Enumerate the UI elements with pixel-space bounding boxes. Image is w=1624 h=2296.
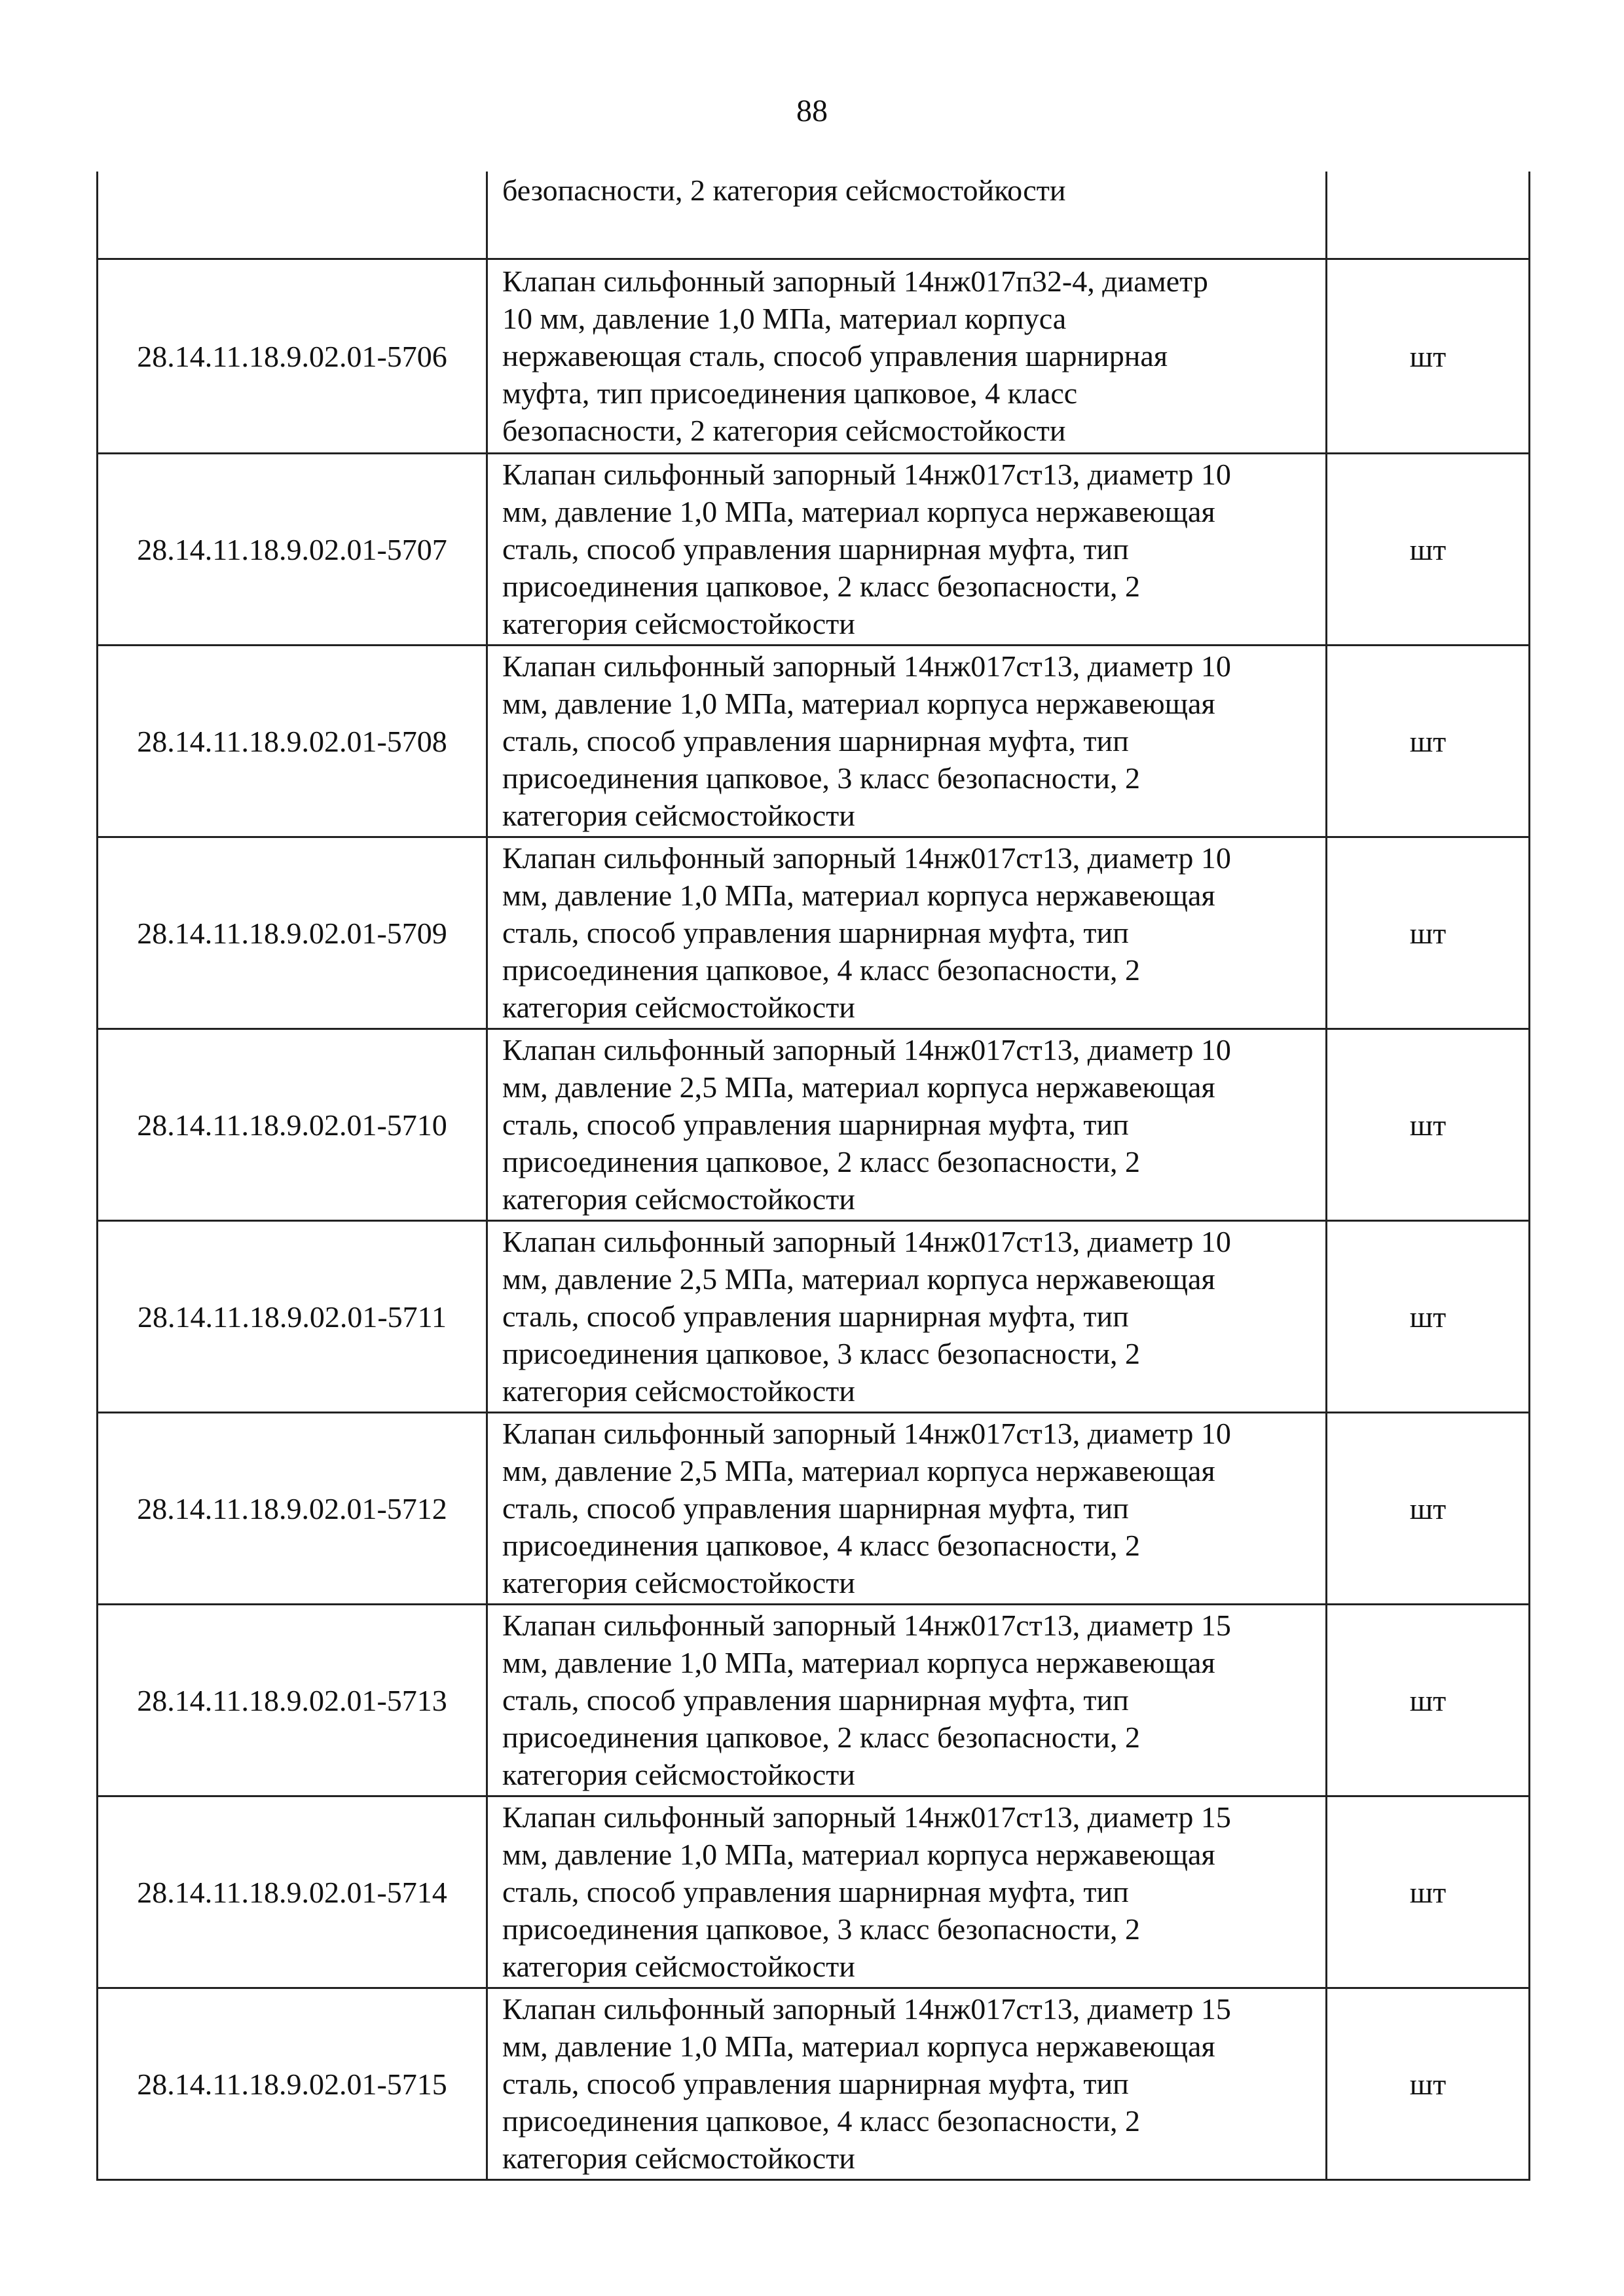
description-line: категория сейсмостойкости	[502, 2141, 855, 2175]
code-cell: 28.14.11.18.9.02.01-5708	[98, 646, 487, 837]
description-cell: безопасности, 2 категория сейсмостойкости	[487, 172, 1327, 259]
description-line: присоединения цапковое, 3 класс безопасности, 2	[502, 1337, 1140, 1370]
description-line: категория сейсмостойкости	[502, 1182, 855, 1216]
unit-cell: шт	[1327, 1029, 1530, 1221]
description-line: безопасности, 2 категория сейсмостойкости	[502, 414, 1066, 447]
description-cell	[487, 1413, 1327, 1605]
description-line: мм, давление 2,5 МПа, материал корпуса нержавеющая	[502, 1454, 1215, 1487]
description-line: сталь, способ управления шарнирная муфта, тип	[502, 724, 1129, 757]
description-line: мм, давление 1,0 МПа, материал корпуса нержавеющая	[502, 879, 1215, 912]
unit-cell: шт	[1327, 259, 1530, 454]
description-line: сталь, способ управления шарнирная муфта, тип	[502, 1108, 1129, 1141]
table-row	[98, 454, 1530, 646]
table-row	[98, 1796, 1530, 1988]
description-line: 10 мм, давление 1,0 МПа, материал корпуса	[502, 302, 1067, 335]
description-line: мм, давление 1,0 МПа, материал корпуса нержавеющая	[502, 2030, 1215, 2063]
description-line: присоединения цапковое, 2 класс безопасности, 2	[502, 1145, 1140, 1178]
code-cell: 28.14.11.18.9.02.01-5707	[98, 454, 487, 646]
description-line: присоединения цапковое, 2 класс безопасности, 2	[502, 570, 1140, 603]
description-line: Клапан сильфонный запорный 14нж017ст13, диаметр 15	[502, 1992, 1231, 2026]
description-line: Клапан сильфонный запорный 14нж017ст13, диаметр 15	[502, 1800, 1231, 1834]
code-cell: 28.14.11.18.9.02.01-5715	[98, 1988, 487, 2180]
description-line: сталь, способ управления шарнирная муфта, тип	[502, 1300, 1129, 1333]
table-row	[98, 1988, 1530, 2180]
description-line: мм, давление 1,0 МПа, материал корпуса нержавеющая	[502, 495, 1215, 528]
unit-cell: шт	[1327, 1796, 1530, 1988]
description-line: сталь, способ управления шарнирная муфта, тип	[502, 916, 1129, 949]
table-row	[98, 1029, 1530, 1221]
description-line: муфта, тип присоединения цапковое, 4 класс	[502, 376, 1078, 410]
description-line: присоединения цапковое, 4 класс безопасности, 2	[502, 1529, 1140, 1562]
description-line: категория сейсмостойкости	[502, 1566, 855, 1599]
description-line: нержавеющая сталь, способ управления шарнирная	[502, 339, 1168, 373]
unit-cell: шт	[1327, 837, 1530, 1029]
table-row	[98, 646, 1530, 837]
table-row-continuation	[98, 172, 1530, 259]
description-line: сталь, способ управления шарнирная муфта, тип	[502, 1683, 1129, 1717]
description-cell	[487, 454, 1327, 646]
description-line: присоединения цапковое, 3 класс безопасности, 2	[502, 1912, 1140, 1946]
description-line: мм, давление 1,0 МПа, материал корпуса нержавеющая	[502, 1646, 1215, 1679]
code-cell: 28.14.11.18.9.02.01-5714	[98, 1796, 487, 1988]
unit-cell: шт	[1327, 454, 1530, 646]
description-cell	[487, 1221, 1327, 1413]
description-line: категория сейсмостойкости	[502, 1374, 855, 1408]
description-line: категория сейсмостойкости	[502, 1950, 855, 1983]
description-line: присоединения цапковое, 4 класс безопасности, 2	[502, 2104, 1140, 2138]
table-row	[98, 1605, 1530, 1796]
description-line: сталь, способ управления шарнирная муфта, тип	[502, 1491, 1129, 1525]
description-line: категория сейсмостойкости	[502, 991, 855, 1024]
code-cell: 28.14.11.18.9.02.01-5713	[98, 1605, 487, 1796]
description-cell	[487, 1605, 1327, 1796]
description-line: сталь, способ управления шарнирная муфта, тип	[502, 2067, 1129, 2100]
description-line: Клапан сильфонный запорный 14нж017п32-4, диаметр	[502, 264, 1208, 298]
description-cell	[487, 646, 1327, 837]
code-cell: 28.14.11.18.9.02.01-5711	[98, 1221, 487, 1413]
description-line: категория сейсмостойкости	[502, 607, 855, 640]
description-line: мм, давление 2,5 МПа, материал корпуса нержавеющая	[502, 1262, 1215, 1296]
items-table	[96, 172, 1530, 2181]
description-cell	[487, 259, 1327, 454]
description-line: Клапан сильфонный запорный 14нж017ст13, диаметр 10	[502, 649, 1231, 683]
code-cell: 28.14.11.18.9.02.01-5712	[98, 1413, 487, 1605]
description-line: мм, давление 1,0 МПа, материал корпуса нержавеющая	[502, 1838, 1215, 1871]
description-line: мм, давление 2,5 МПа, материал корпуса нержавеющая	[502, 1070, 1215, 1104]
unit-cell: шт	[1327, 646, 1530, 837]
description-line: Клапан сильфонный запорный 14нж017ст13, диаметр 10	[502, 1417, 1231, 1450]
description-line: Клапан сильфонный запорный 14нж017ст13, диаметр 10	[502, 1033, 1231, 1066]
code-cell: 28.14.11.18.9.02.01-5710	[98, 1029, 487, 1221]
description-line: сталь, способ управления шарнирная муфта, тип	[502, 532, 1129, 566]
description-line: мм, давление 1,0 МПа, материал корпуса нержавеющая	[502, 687, 1215, 720]
table-row	[98, 1221, 1530, 1413]
description-cell	[487, 1988, 1327, 2180]
unit-cell	[1327, 172, 1530, 259]
table-body	[98, 172, 1530, 2180]
code-cell: 28.14.11.18.9.02.01-5706	[98, 259, 487, 454]
unit-cell: шт	[1327, 1221, 1530, 1413]
table-row	[98, 1413, 1530, 1605]
description-cell	[487, 1029, 1327, 1221]
description-cell	[487, 837, 1327, 1029]
page-number: 88	[796, 94, 828, 128]
description-line: Клапан сильфонный запорный 14нж017ст13, диаметр 15	[502, 1609, 1231, 1642]
description-line: присоединения цапковое, 2 класс безопасности, 2	[502, 1721, 1140, 1754]
table-row	[98, 837, 1530, 1029]
code-cell	[98, 172, 487, 259]
description-line: присоединения цапковое, 3 класс безопасности, 2	[502, 761, 1140, 795]
description-line: категория сейсмостойкости	[502, 799, 855, 832]
unit-cell: шт	[1327, 1413, 1530, 1605]
unit-cell: шт	[1327, 1605, 1530, 1796]
description-line: Клапан сильфонный запорный 14нж017ст13, диаметр 10	[502, 841, 1231, 875]
description-line: категория сейсмостойкости	[502, 1758, 855, 1791]
description-line: сталь, способ управления шарнирная муфта, тип	[502, 1875, 1129, 1908]
unit-cell: шт	[1327, 1988, 1530, 2180]
description-cell	[487, 1796, 1327, 1988]
description-line: Клапан сильфонный запорный 14нж017ст13, диаметр 10	[502, 458, 1231, 491]
code-cell: 28.14.11.18.9.02.01-5709	[98, 837, 487, 1029]
description-line: присоединения цапковое, 4 класс безопасности, 2	[502, 953, 1140, 987]
description-line: Клапан сильфонный запорный 14нж017ст13, диаметр 10	[502, 1225, 1231, 1258]
table-row	[98, 259, 1530, 454]
